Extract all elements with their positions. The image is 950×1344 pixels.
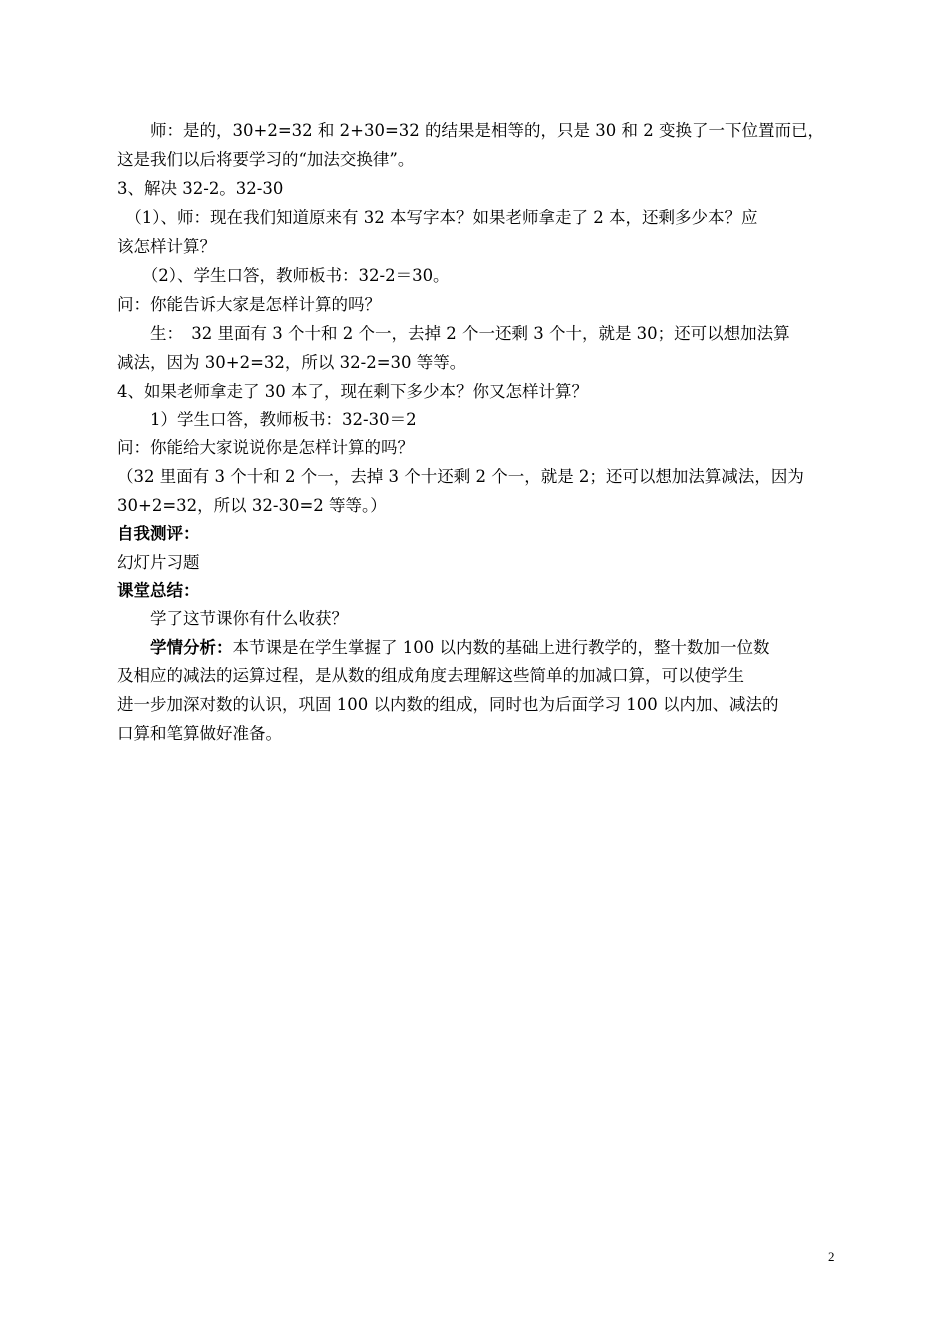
text-line: 减法，因为 30+2=32，所以 32-2=30 等等。 [117,353,467,372]
self-test-body: 幻灯片习题 [117,553,200,572]
analysis-line: 进一步加深对数的认识，巩固 100 以内数的组成，同时也为后面学习 100 以内加、减法的 [117,695,779,714]
text-line: 问：你能告诉大家是怎样计算的吗？ [117,295,381,314]
analysis-label: 学情分析： [150,638,233,657]
text-line: 问：你能给大家说说你是怎样计算的吗？ [117,438,414,457]
summary-body: 学了这节课你有什么收获？ [117,609,348,628]
text-line: 3、解决 32-2。32-30 [117,179,284,198]
text-line: （32 里面有 3 个十和 2 个一，去掉 3 个十还剩 2 个一，就是 2；还可以想加法算减法，因为 [117,467,804,486]
analysis-line: 口算和笔算做好准备。 [117,724,282,743]
text-line: 该怎样计算？ [117,237,216,256]
text-line: 生： 32 里面有 3 个十和 2 个一，去掉 2 个一还剩 3 个十，就是 30；还可以想加法算 [117,324,790,343]
self-test-heading: 自我测评： [117,524,200,543]
analysis-line: 及相应的减法的运算过程，是从数的组成角度去理解这些简单的加减口算，可以使学生 [117,666,744,685]
text-line: （2）、学生口答，教师板书：32-2＝30。 [117,266,450,285]
page-number: 2 [828,1249,835,1264]
text-line: 4、如果老师拿走了 30 本了，现在剩下多少本？你又怎样计算？ [117,382,588,401]
analysis-text: 本节课是在学生掌握了 100 以内数的基础上进行教学的，整十数加一位数 [232,638,770,657]
text-line: 30+2=32，所以 32-30=2 等等。） [117,496,387,515]
text-line: 1）学生口答，教师板书：32-30＝2 [117,410,417,429]
analysis-first-line [117,638,837,658]
text-line: （1）、师：现在我们知道原来有 32 本写字本？如果老师拿走了 2 本，还剩多少本？应 [117,208,758,227]
text-line: 这是我们以后将要学习的“加法交换律”。 [117,150,415,169]
text-line: 师：是的，30+2=32 和 2+30=32 的结果是相等的，只是 30 和 2 变换了一下位置而已， [117,121,824,140]
summary-heading: 课堂总结： [117,581,200,600]
analysis-indent [117,638,150,657]
